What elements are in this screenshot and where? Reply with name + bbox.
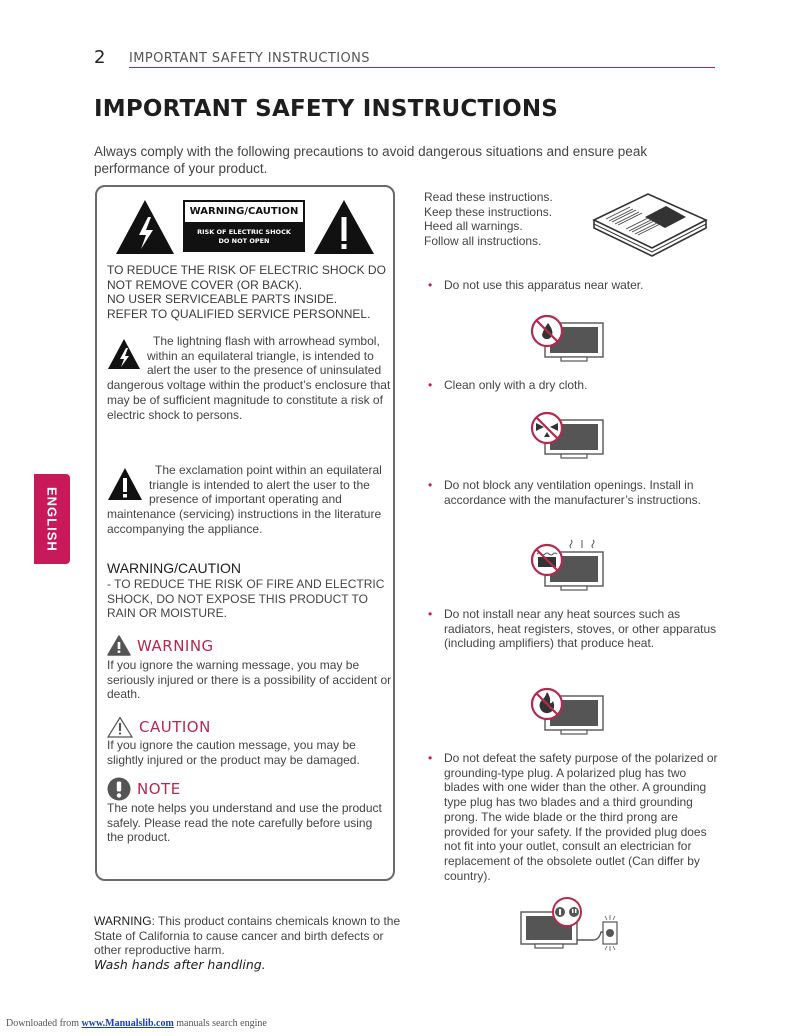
caution-level-text: If you ignore the caution message, you may be slightly injured or the product may be damaged. <box>107 738 360 767</box>
manualslib-link[interactable]: www.Manualslib.com <box>81 1018 174 1029</box>
safety-bullet <box>428 278 718 293</box>
lightning-triangle-small-icon <box>107 338 141 370</box>
warning-caution-heading: WARNING/CAUTION <box>107 560 242 576</box>
footer-suffix: manuals search engine <box>173 1018 267 1029</box>
bullet-text: Do not block any ventilation openings. Install in accordance with the manufacturer’s instructions. <box>444 478 702 507</box>
bullet-dot: • <box>428 378 433 392</box>
no-blocking-vent-tv-icon <box>527 538 607 594</box>
caps-line: REFER TO QUALIFIED SERVICE PERSONNEL. <box>107 306 371 321</box>
warning-label: WARNING <box>137 636 214 655</box>
running-header: IMPORTANT SAFETY INSTRUCTIONS <box>129 51 370 66</box>
bullet-dot: • <box>428 278 433 292</box>
bullet-text: Clean only with a dry cloth. <box>444 378 588 392</box>
lightning-symbol-explanation <box>107 334 392 422</box>
safety-bullet <box>428 478 718 507</box>
prop65-text: : This product contains chemicals known to the State of California to cause cancer and birth defects or other reproductive harm. <box>94 914 401 958</box>
warning-filled-triangle-icon <box>107 635 131 656</box>
prop65-label: WARNING <box>94 914 152 928</box>
read-list-item: Keep these instructions. <box>424 204 553 219</box>
language-tab[interactable] <box>34 474 70 564</box>
caution-outline-triangle-icon <box>107 716 133 738</box>
page-number: 2 <box>94 47 106 68</box>
label-plate-title: WARNING/CAUTION <box>185 202 303 222</box>
page-title: IMPORTANT SAFETY INSTRUCTIONS <box>94 96 559 122</box>
label-plate-subtitle <box>185 222 303 246</box>
california-prop65-warning <box>94 914 404 973</box>
exclamation-symbol-explanation <box>107 463 392 537</box>
note-level-heading <box>107 777 181 801</box>
warning-level-heading <box>107 635 214 656</box>
read-list-item: Follow all instructions. <box>424 234 542 249</box>
lightning-explanation-text: The lightning flash with arrowhead symbol, within an equilateral triangle, is intended to alert the user to the presence of uninsulated dangerous voltage within the product’s enclosure that may be of sufficient magnitude to constitute a risk of electric shock to persons. <box>107 334 391 422</box>
read-instructions-list <box>424 190 553 249</box>
exclamation-triangle-icon <box>313 199 375 255</box>
exclamation-explanation-text: The exclamation point within an equilateral triangle is intended to alert the user to the presence of important operating and maintenance (servicing) instructions in the literature accompanying the appliance. <box>107 463 382 536</box>
caps-line: NO USER SERVICEABLE PARTS INSIDE. <box>107 292 338 306</box>
header-rule <box>129 67 715 68</box>
caps-line: TO REDUCE THE RISK OF ELECTRIC SHOCK DO <box>107 263 386 277</box>
caution-label: CAUTION <box>139 718 211 736</box>
bullet-text: Do not use this apparatus near water. <box>444 278 644 292</box>
no-fire-tv-icon <box>527 684 607 740</box>
bullet-dot: • <box>428 478 433 492</box>
label-plate-line2: DO NOT OPEN <box>218 237 270 245</box>
electric-shock-warning <box>107 263 392 321</box>
note-level-text: The note helps you understand and use the product safely. Please read the note carefully before using the product. <box>107 801 382 845</box>
read-list-item: Read these instructions. <box>424 190 553 204</box>
caution-level-heading <box>107 716 211 738</box>
language-tab-label: ENGLISH <box>44 486 60 552</box>
read-list-item: Heed all warnings. <box>424 219 523 234</box>
bullet-dot: • <box>428 751 433 765</box>
bullet-text: Do not install near any heat sources such as radiators, heat registers, stoves, or other apparatus (including amplifiers) that produce heat. <box>444 607 717 651</box>
intro-text: Always comply with the following precautions to avoid dangerous situations and ensure peak performance of your product. <box>94 144 648 176</box>
label-plate-line1: RISK OF ELECTRIC SHOCK <box>197 228 291 236</box>
download-footer <box>6 1018 267 1029</box>
warning-caution-text: - TO REDUCE THE RISK OF FIRE AND ELECTRIC SHOCK, DO NOT EXPOSE THIS PRODUCT TO RAIN OR MOISTURE. <box>107 577 385 621</box>
note-exclamation-circle-icon <box>107 777 131 801</box>
plug-outlet-tv-icon <box>517 896 633 952</box>
safety-bullet <box>428 378 718 393</box>
note-label: NOTE <box>137 780 181 798</box>
wash-hands-notice: Wash hands after handling. <box>94 957 266 973</box>
safety-bullet <box>428 607 718 651</box>
warning-caution-label-plate <box>183 200 305 252</box>
manual-book-icon <box>590 190 710 260</box>
safety-bullet <box>428 751 718 883</box>
bullet-text: Do not defeat the safety purpose of the polarized or grounding-type plug. A polarized plug has two blades with one wider than the other. A grounding type plug has two blades and a third grounding prong. The wide blade or the third prong are provided for your safety. If the provided plug does not fit into your outlet, consult an electrician for replacement of the obsolete outlet (Can differ by country). <box>444 751 718 883</box>
no-spray-tv-icon <box>527 410 607 462</box>
warning-level-text: If you ignore the warning message, you may be seriously injured or there is a possibility of accident or death. <box>107 658 392 702</box>
warning-symbols-row <box>115 197 385 257</box>
no-water-tv-icon <box>527 313 607 365</box>
exclamation-triangle-small-icon <box>107 467 143 501</box>
caps-line: NOT REMOVE COVER (OR BACK). <box>107 277 303 292</box>
footer-prefix: Downloaded from <box>6 1018 82 1029</box>
bullet-dot: • <box>428 607 433 621</box>
lightning-triangle-icon <box>115 199 175 255</box>
